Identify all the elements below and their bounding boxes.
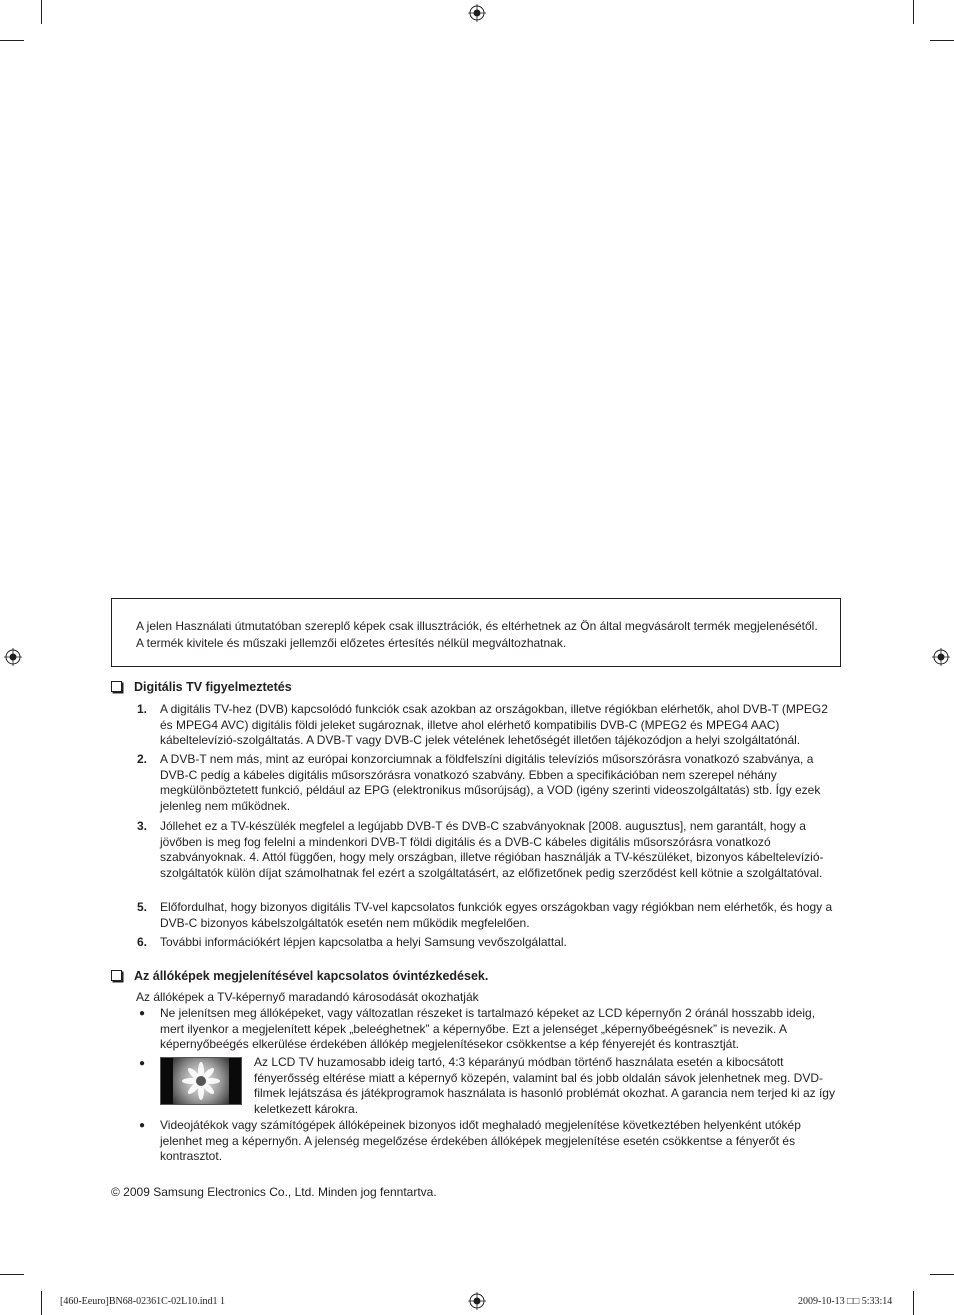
- list-item-number: 1.: [137, 702, 148, 716]
- crop-mark: [0, 40, 24, 41]
- registration-mark-icon: [468, 1292, 486, 1310]
- bullet-icon: ●: [139, 1058, 146, 1069]
- checkbox-bullet-icon: [111, 681, 122, 692]
- crop-mark: [913, 1291, 914, 1315]
- section-heading-text: Digitális TV figyelmeztetés: [134, 680, 292, 694]
- bullet-text: Az LCD TV huzamosabb ideig tartó, 4:3 képarányú módban történő használata esetén a kibocsátott fényerősség eltérése miatt a képernyő közepén, valamint bal és jobb oldalán sávok jelenhetnek meg. DVD-filmek lejátszása és játékprogramok használata is hasonló problémát okozhat. A garancia nem terjed ki az így keletkezett károkra.: [254, 1055, 835, 1116]
- section-intro: Az állóképek a TV-képernyő maradandó károsodását okozhatják: [136, 990, 479, 1004]
- section-heading: [111, 969, 488, 983]
- bullet-icon: ●: [139, 1120, 146, 1131]
- list-item-number: 5.: [137, 900, 148, 914]
- bullet-icon: ●: [139, 1008, 146, 1019]
- bullet-text: Videojátékok vagy számítógépek állóképeinek bizonyos időt meghaladó megjelenítése következtében helyenként utókép jelenhet meg a képernyőn. A jelenség megelőzése érdekében állóképek megjelenítése esetén csökkentse a fényerőt és kontrasztot.: [160, 1118, 801, 1163]
- registration-mark-icon: [4, 648, 22, 666]
- copyright-text: © 2009 Samsung Electronics Co., Ltd. Minden jog fenntartva.: [111, 1185, 437, 1199]
- flower-image: [173, 1058, 229, 1104]
- crop-mark: [930, 40, 954, 41]
- still-image-thumbnail: [160, 1057, 242, 1105]
- list-item: [137, 935, 842, 951]
- section-heading: [111, 680, 292, 694]
- list-item-number: 3.: [137, 819, 148, 833]
- bullet-text: Ne jelenítsen meg állóképeket, vagy változatlan részeket is tartalmazó képeket az LCD képernyőn 2 óránál hosszabb ideig, mert ilyenkor a megjelenített képek „beleéghetnek” a képernyőbe. Ezt a jelenséget „képernyőbeégésnek” is nevezik. A képernyőbeégés elkerülése érdekében állókép megjelenítésekor csökkentse a kép fényerejét és kontrasztját.: [160, 1006, 816, 1051]
- list-item: [137, 900, 842, 931]
- list-item-text: A digitális TV-hez (DVB) kapcsolódó funkciók csak azokban az országokban, illetve régiókban elérhetők, ahol DVB-T (MPEG2 és MPEG4 AVC) digitális földi jeleket sugároznak, illetve ahol elérhető kompatibilis DVB-C (MPEG2 és MPEG4 AAC) kábeltelevízió-szolgáltatás. A DVB-T vagy DVB-C jelek vételének lehetőségét illetően tájékozódjon a helyi szolgáltatónál.: [160, 702, 828, 747]
- list-item-text: További információkért lépjen kapcsolatba a helyi Samsung vevőszolgálattal.: [160, 935, 567, 949]
- registration-mark-icon: [468, 4, 486, 22]
- notice-line: A jelen Használati útmutatóban szereplő képek csak illusztrációk, és eltérhetnek az Ön által megvásárolt termék megjelenésétől.: [136, 619, 818, 633]
- notice-line: A termék kivitele és műszaki jellemzői előzetes értesítés nélkül megváltozhatnak.: [136, 636, 567, 650]
- section-heading-text: Az állóképek megjelenítésével kapcsolatos óvintézkedések.: [134, 969, 489, 983]
- notice-box: [111, 598, 841, 667]
- crop-mark: [0, 1274, 24, 1275]
- flower-icon: [173, 1058, 229, 1104]
- list-item: [137, 819, 842, 881]
- crop-mark: [930, 1274, 954, 1275]
- list-item: [137, 702, 842, 749]
- list-item-text: Előfordulhat, hogy bizonyos digitális TV-vel kapcsolatos funkciók egyes országokban vagy régiókban nem elérhetők, és hogy a DVB-C bizonyos kábelszolgáltatók esetén nem működik megfelelően.: [160, 900, 833, 930]
- list-item: [137, 752, 842, 814]
- footer-file-info: [460-Eeuro]BN68-02361C-02L10.ind1 1: [60, 1296, 225, 1307]
- footer-timestamp: 2009-10-13 □□ 5:33:14: [798, 1296, 893, 1307]
- list-item-number: 6.: [137, 935, 148, 949]
- crop-mark: [41, 1291, 42, 1315]
- list-item-text: Jóllehet ez a TV-készülék megfelel a legújabb DVB-T és DVB-C szabványoknak [2008. augusztus], nem garantált, hogy a jövőben is meg fog felelni a mindenkori DVB-T földi digitális és a DVB-C kábeles digitális műsorszórásra vonatkozó szabványoknak. 4. Attól függően, hogy mely országban, illetve régióban használják a TV-készüléket, bizonyos kábeltelevízió-szolgáltatók külön díjat számolhatnak fel ezért a szolgáltatásért, az előfizetőnek pedig szerződést kell kötnie a szolgáltatóval.: [160, 819, 824, 880]
- registration-mark-icon: [932, 648, 950, 666]
- list-item-text: A DVB-T nem más, mint az európai konzorciumnak a földfelszíni digitális televíziós műsorszórásra vonatkozó szabványa, a DVB-C pedig a kábeles digitális műsorszórásra vonatkozó szabvány. Ebben a specifikációban nem szerepel néhány megkülönböztetett funkció, például az EPG (elektronikus műsorújság), a VOD (igény szerinti videoszolgáltatás) stb. Így ezek jelenleg nem működnek.: [160, 752, 821, 813]
- checkbox-bullet-icon: [111, 970, 122, 981]
- list-item-number: 2.: [137, 752, 148, 766]
- crop-mark: [913, 0, 914, 24]
- crop-mark: [41, 0, 42, 24]
